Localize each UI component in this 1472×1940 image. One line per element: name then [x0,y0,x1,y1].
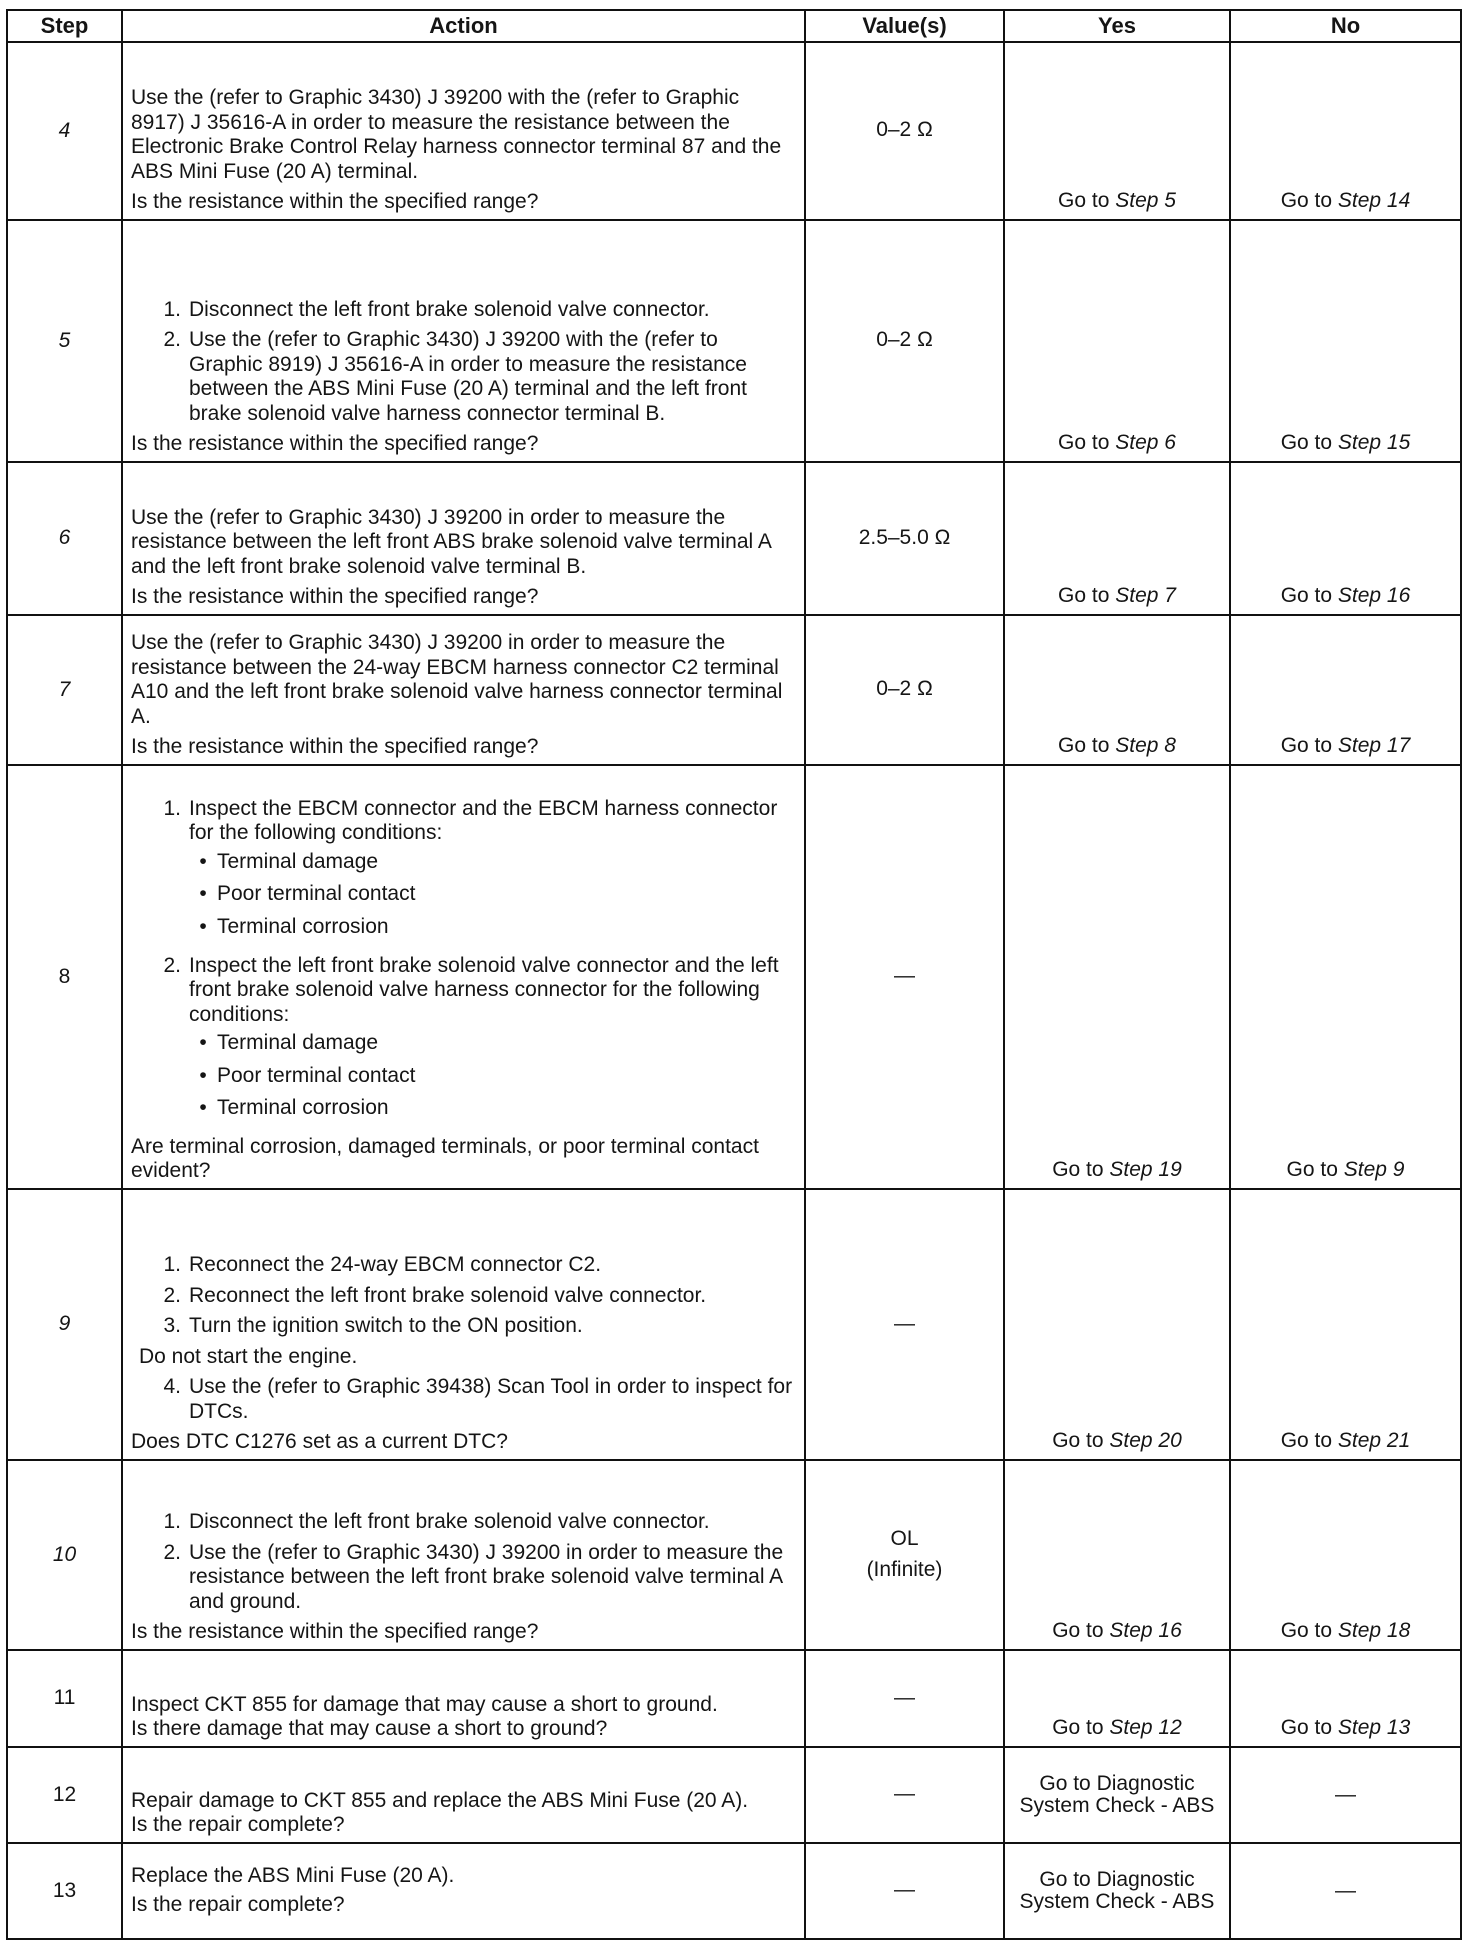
value-cell: — [805,1843,1004,1939]
condition-text: Poor terminal contact [217,882,416,906]
condition-item [189,1031,796,1056]
step-number: 6 [7,462,122,615]
action-step-text: Disconnect the left front brake solenoid valve connector. [189,1510,710,1534]
action-step-num: 2. [163,1283,181,1307]
header-no: No [1230,10,1461,42]
action-question: Is the resistance within the specified range? [131,432,539,456]
action-note: Do not start the engine. [139,1344,358,1368]
action-steps [131,1375,796,1424]
condition-list [189,1031,796,1121]
action-step-text: Use the (refer to Graphic 3430) J 39200 in order to measure the resistance between the left front brake solenoid valve terminal A and ground. [189,1540,784,1613]
yes-step-link[interactable]: Step 6 [1115,431,1176,455]
yes-cell [1004,1189,1230,1460]
value-cell [805,1460,1004,1650]
action-cell [122,1843,805,1939]
step-number: 12 [7,1747,122,1843]
action-step-text: Use the (refer to Graphic 39438) Scan Tool in order to inspect for DTCs. [189,1375,793,1423]
yes-link-diagnostic-check[interactable]: Go to Diagnostic System Check - ABS [1004,1843,1230,1939]
yes-step-link[interactable]: Step 20 [1109,1429,1182,1453]
action-step-num: 1. [163,297,181,321]
action-step-text: Use the (refer to Graphic 3430) J 39200 with the (refer to Graphic 8919) J 35616-A in order to measure the resistance between the ABS Mini Fuse (20 A) terminal and the left front brake solenoid valve harness connector terminal B. [189,328,747,425]
action-step-item [131,954,796,1129]
header-yes: Yes [1004,10,1230,42]
yes-step-link[interactable]: Step 8 [1115,734,1176,758]
yes-step-link[interactable]: Step 7 [1115,584,1176,608]
no-step-link[interactable]: Step 14 [1337,189,1411,213]
step-number: 9 [7,1189,122,1460]
table-row [7,1747,1461,1843]
bullet-icon: • [199,849,207,873]
action-question: Is the resistance within the specified range? [131,735,539,759]
yes-prefix: Go to [1052,1429,1110,1453]
yes-step-link[interactable]: Step 12 [1109,1716,1182,1740]
action-cell [122,42,805,220]
action-step-num: 3. [163,1314,181,1338]
table-row [7,462,1461,615]
yes-link-diagnostic-check[interactable]: Go to Diagnostic System Check - ABS [1004,1747,1230,1843]
no-prefix: Go to [1280,734,1338,758]
condition-item [189,850,796,875]
no-step-link[interactable]: Step 15 [1337,431,1411,455]
action-question: Is the repair complete? [131,1892,345,1916]
step-number: 8 [7,765,122,1189]
diagnostic-steps-table [6,9,1462,1940]
action-step-num: 1. [163,1253,181,1277]
action-step-num: 2. [163,953,181,977]
no-cell [1230,615,1461,765]
no-cell [1230,220,1461,462]
action-step-text: Turn the ignition switch to the ON position. [189,1314,583,1338]
action-question: Is the resistance within the specified range? [131,1620,539,1644]
yes-prefix: Go to [1058,189,1116,213]
table-row [7,615,1461,765]
action-question: Does DTC C1276 set as a current DTC? [131,1430,508,1454]
action-text: Inspect CKT 855 for damage that may cause a short to ground. [131,1692,718,1716]
yes-prefix: Go to [1052,1716,1110,1740]
value-cell: 0–2 Ω [805,615,1004,765]
header-values: Value(s) [805,10,1004,42]
condition-list [189,850,796,940]
action-step-item [131,1253,796,1278]
value-cell: 0–2 Ω [805,42,1004,220]
condition-item [189,1096,796,1121]
action-step-item [131,1314,796,1339]
table-row [7,765,1461,1189]
no-cell: — [1230,1747,1461,1843]
header-step: Step [7,10,122,42]
value-cell: — [805,1747,1004,1843]
action-text: Use the (refer to Graphic 3430) J 39200 in order to measure the resistance between the left front ABS brake solenoid valve terminal A and the left front brake solenoid valve terminal B. [131,505,771,578]
condition-text: Terminal damage [217,1031,379,1055]
action-cell [122,1460,805,1650]
no-step-link[interactable]: Step 13 [1337,1716,1411,1740]
header-action: Action [122,10,805,42]
yes-step-link[interactable]: Step 19 [1109,1158,1182,1182]
bullet-icon: • [199,1031,207,1055]
step-number: 5 [7,220,122,462]
yes-prefix: Go to [1052,1158,1110,1182]
action-cell [122,220,805,462]
yes-prefix: Go to [1058,431,1116,455]
step-number: 7 [7,615,122,765]
yes-cell [1004,42,1230,220]
yes-cell [1004,220,1230,462]
no-cell [1230,765,1461,1189]
step-number: 13 [7,1843,122,1939]
action-step-item [131,298,796,323]
no-step-link[interactable]: Step 16 [1337,584,1411,608]
action-step-text: Reconnect the left front brake solenoid valve connector. [189,1283,707,1307]
condition-item [189,1064,796,1089]
action-question: Is the resistance within the specified range? [131,190,539,214]
value-cell: — [805,765,1004,1189]
action-cell [122,1747,805,1843]
no-prefix: Go to [1280,431,1338,455]
yes-prefix: Go to [1058,734,1116,758]
yes-cell [1004,765,1230,1189]
action-cell [122,462,805,615]
table-row [7,1650,1461,1747]
action-text: Replace the ABS Mini Fuse (20 A). [131,1863,455,1887]
value-text: OL [890,1526,919,1550]
no-cell [1230,462,1461,615]
action-text: Use the (refer to Graphic 3430) J 39200 with the (refer to Graphic 8917) J 35616-A in order to measure the resistance between the Electronic Brake Control Relay harness connector terminal 87 and the ABS Mini Fuse (20 A) terminal. [131,86,782,183]
action-step-item [131,797,796,948]
condition-text: Terminal damage [217,849,379,873]
value-cell: — [805,1650,1004,1747]
no-prefix: Go to [1286,1158,1344,1182]
no-prefix: Go to [1280,1716,1338,1740]
no-cell: — [1230,1843,1461,1939]
yes-prefix: Go to [1052,1619,1110,1643]
condition-item [189,915,796,940]
action-question: Is there damage that may cause a short to ground? [131,1717,608,1741]
action-cell [122,765,805,1189]
action-question: Are terminal corrosion, damaged terminals, or poor terminal contact evident? [131,1134,759,1183]
action-cell [122,1189,805,1460]
action-step-item [131,1284,796,1309]
table-row [7,42,1461,220]
no-cell [1230,42,1461,220]
no-prefix: Go to [1280,1619,1338,1643]
action-step-item [131,328,796,426]
table-header-row [7,10,1461,42]
action-cell [122,615,805,765]
no-prefix: Go to [1280,1429,1338,1453]
action-step-item [131,1510,796,1535]
action-step-num: 2. [163,328,181,352]
table-row [7,220,1461,462]
condition-text: Terminal corrosion [217,914,389,938]
action-step-item [131,1375,796,1424]
bullet-icon: • [199,914,207,938]
no-step-link[interactable]: Step 17 [1337,734,1411,758]
action-steps [131,298,796,427]
value-subtext: (Infinite) [866,1557,943,1581]
step-number: 11 [7,1650,122,1747]
no-cell [1230,1189,1461,1460]
yes-cell [1004,615,1230,765]
action-step-num: 1. [163,796,181,820]
yes-prefix: Go to [1058,584,1116,608]
table-row [7,1843,1461,1939]
action-steps [131,1510,796,1614]
action-step-num: 2. [163,1540,181,1564]
no-cell [1230,1460,1461,1650]
yes-step-link[interactable]: Step 5 [1115,189,1176,213]
step-number: 4 [7,42,122,220]
no-cell [1230,1650,1461,1747]
action-question: Is the repair complete? [131,1813,345,1837]
table-row [7,1460,1461,1650]
bullet-icon: • [199,1063,207,1087]
action-step-item [131,1541,796,1615]
no-prefix: Go to [1280,584,1338,608]
value-cell: 0–2 Ω [805,220,1004,462]
action-step-text: Reconnect the 24-way EBCM connector C2. [189,1253,602,1277]
action-steps [131,1253,796,1339]
no-step-link[interactable]: Step 21 [1337,1429,1411,1453]
bullet-icon: • [199,882,207,906]
action-cell [122,1650,805,1747]
value-cell: — [805,1189,1004,1460]
action-step-num: 1. [163,1510,181,1534]
yes-cell [1004,1650,1230,1747]
action-text: Repair damage to CKT 855 and replace the ABS Mini Fuse (20 A). [131,1788,749,1812]
condition-item [189,882,796,907]
yes-cell [1004,1460,1230,1650]
action-steps [131,797,796,1129]
no-step-link[interactable]: Step 18 [1337,1619,1411,1643]
action-step-text: Disconnect the left front brake solenoid valve connector. [189,297,710,321]
action-text: Use the (refer to Graphic 3430) J 39200 in order to measure the resistance between the 24-way EBCM harness connector C2 terminal A10 and the left front brake solenoid valve harness connector terminal A. [131,631,783,728]
action-step-text: Inspect the EBCM connector and the EBCM harness connector for the following conditions: [189,796,778,845]
step-number: 10 [7,1460,122,1650]
action-question: Is the resistance within the specified range? [131,585,539,609]
table-row [7,1189,1461,1460]
yes-cell [1004,462,1230,615]
yes-step-link[interactable]: Step 16 [1109,1619,1182,1643]
condition-text: Poor terminal contact [217,1063,416,1087]
diagnostic-table-page [6,9,1460,1940]
no-prefix: Go to [1280,189,1338,213]
bullet-icon: • [199,1096,207,1120]
no-step-link[interactable]: Step 9 [1343,1158,1405,1182]
action-step-num: 4. [163,1375,181,1399]
value-cell: 2.5–5.0 Ω [805,462,1004,615]
action-step-text: Inspect the left front brake solenoid valve connector and the left front brake solenoid valve harness connector for the following conditions: [189,953,779,1026]
condition-text: Terminal corrosion [217,1096,389,1120]
